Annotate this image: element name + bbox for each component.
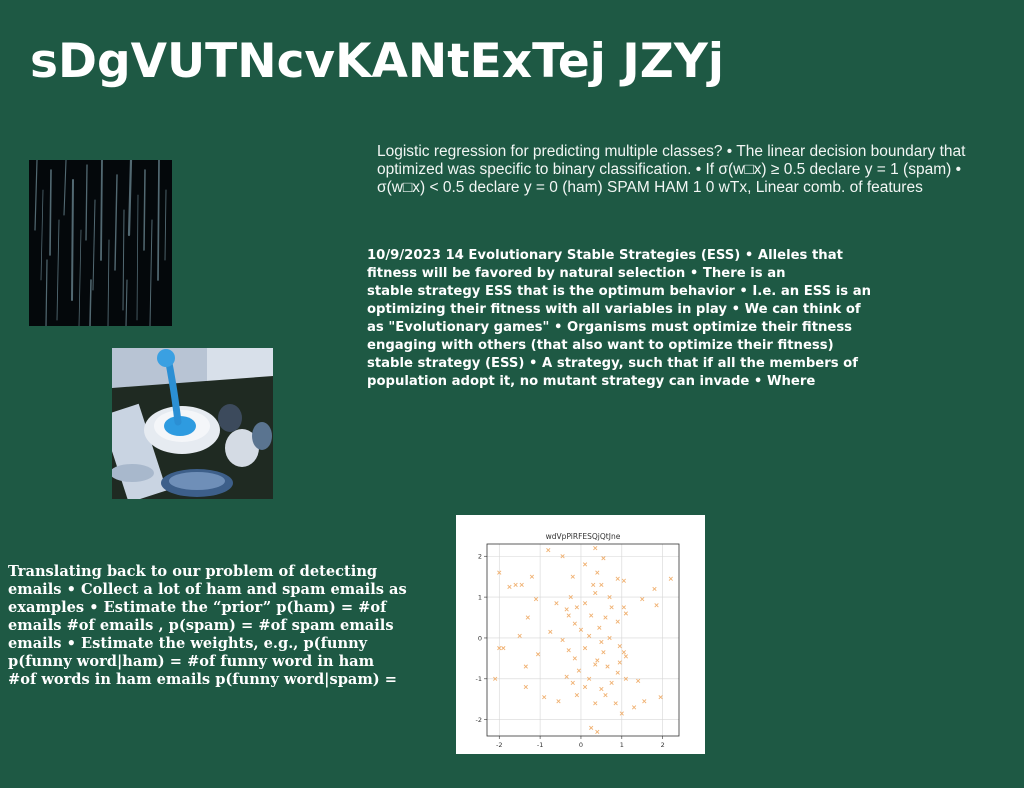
slide-title: sDgVUTNcvKANtExTej JZYj (30, 34, 724, 89)
y-tick-label: 1 (477, 593, 482, 602)
scatter-point (595, 571, 599, 575)
y-tick-label: 2 (477, 552, 482, 561)
ess-line: optimizing their fitness with all variables in play • We can think of (367, 302, 861, 317)
scatter-point (514, 583, 518, 587)
ess-line: stable strategy ESS that is the optimum behavior • I.e. an ESS is an (367, 284, 871, 299)
spam-detection-paragraph (8, 563, 448, 689)
scatter-point (526, 616, 530, 620)
ess-paragraph (367, 247, 927, 391)
y-tick-label: -2 (475, 715, 482, 724)
x-tick-label: 2 (660, 741, 665, 749)
scatter-point (561, 638, 565, 642)
scatter-point (589, 726, 593, 730)
scatter-chart-svg (456, 515, 705, 754)
scatter-point (546, 548, 550, 552)
scatter-point (565, 675, 569, 679)
scatter-point (583, 601, 587, 605)
plot-frame (487, 544, 679, 736)
rain-image (29, 160, 172, 326)
ess-line: stable strategy (ESS) • A strategy, such that if all the members of (367, 356, 858, 371)
scatter-point (636, 679, 640, 683)
scatter-point (518, 634, 522, 638)
scatter-point (604, 693, 608, 697)
logistic-regression-paragraph: Logistic regression for predicting multiple classes? • The linear decision boundary that optimized was specific to binary classification. • If σ(w□x) ≥ 0.5 declare y = 1 (spam) • σ(w□x) < 0.5 declare y = 0 (ham) SPAM HAM 1 0 wTx, Linear comb. of features (377, 143, 966, 196)
scatter-point (571, 681, 575, 685)
x-tick-label: 1 (619, 741, 624, 749)
spam-line: p(funny word|ham) = #of funny word in ham (8, 653, 375, 670)
scatter-point (600, 640, 604, 644)
scatter-point (624, 612, 628, 616)
scatter-point (593, 702, 597, 706)
tableware-graphic (112, 348, 273, 499)
scatter-point (600, 687, 604, 691)
scatter-point (534, 597, 538, 601)
scatter-point (549, 630, 553, 634)
scatter-point (593, 546, 597, 550)
scatter-point (614, 702, 618, 706)
scatter-point (520, 583, 524, 587)
scatter-point (602, 556, 606, 560)
x-tick-label: -2 (496, 741, 503, 749)
scatter-point (571, 575, 575, 579)
scatter-point (624, 655, 628, 659)
scatter-point (583, 563, 587, 567)
scatter-point (610, 606, 614, 610)
scatter-point (583, 685, 587, 689)
ess-line: 10/9/2023 14 Evolutionary Stable Strategies (ESS) • Alleles that (367, 248, 843, 263)
scatter-point (567, 648, 571, 652)
scatter-point (616, 620, 620, 624)
y-tick-label: 0 (477, 634, 482, 643)
scatter-point (659, 695, 663, 699)
scatter-point (616, 577, 620, 581)
scatter-point (618, 644, 622, 648)
scatter-point (557, 699, 561, 703)
spam-line: #of words in ham emails p(funny word|spam) = (8, 671, 398, 688)
spam-line: Translating back to our problem of detecting (8, 563, 378, 580)
ess-line: as "Evolutionary games" • Organisms must optimize their fitness (367, 320, 853, 335)
scatter-point (524, 685, 528, 689)
x-tick-label: -1 (536, 741, 544, 749)
scatter-point (591, 583, 595, 587)
spam-line: emails • Estimate the weights, e.g., p(funny (8, 635, 368, 652)
rain-streaks-graphic (29, 160, 172, 326)
scatter-point (575, 693, 579, 697)
scatter-point (616, 671, 620, 675)
scatter-point (606, 665, 610, 669)
ess-line: fitness will be favored by natural selection • There is an (367, 266, 786, 281)
spam-line: examples • Estimate the “prior” p(ham) = #of (8, 599, 387, 616)
scatter-point (508, 585, 512, 589)
scatter-point (622, 579, 626, 583)
ess-line: population adopt it, no mutant strategy can invade • Where (367, 374, 816, 389)
scatter-point (600, 583, 604, 587)
spam-line: emails #of emails , p(spam) = #of spam emails (8, 617, 394, 634)
scatter-point (589, 614, 593, 618)
scatter-point (577, 669, 581, 673)
scatter-point (595, 659, 599, 663)
scatter-point (642, 699, 646, 703)
scatter-point (640, 597, 644, 601)
scatter-point (575, 606, 579, 610)
scatter-point (502, 646, 506, 650)
scatter-point (622, 650, 626, 654)
scatter-point (602, 650, 606, 654)
scatter-point (598, 626, 602, 630)
scatter-point (587, 634, 591, 638)
chart-title: wdVpPiRFESQjQtJne (545, 532, 621, 541)
scatter-point (655, 603, 659, 607)
scatter-point (536, 652, 540, 656)
scatter-point (542, 695, 546, 699)
scatter-point (632, 706, 636, 710)
scatter-point (618, 661, 622, 665)
scatter-point (567, 614, 571, 618)
food-image (112, 348, 273, 499)
scatter-point (593, 591, 597, 595)
scatter-point (565, 608, 569, 612)
y-tick-label: -1 (475, 675, 482, 684)
scatter-point (583, 646, 587, 650)
x-tick-label: 0 (578, 741, 584, 749)
scatter-point (573, 657, 577, 661)
scatter-point (530, 575, 534, 579)
scatter-point (593, 663, 597, 667)
scatter-point (653, 587, 657, 591)
scatter-point (604, 616, 608, 620)
scatter-chart (456, 515, 705, 754)
scatter-point (610, 681, 614, 685)
scatter-point (524, 665, 528, 669)
scatter-point (573, 622, 577, 626)
ess-line: engaging with others (that also want to optimize their fitness) (367, 338, 834, 353)
scatter-point (622, 606, 626, 610)
scatter-point (669, 577, 673, 581)
spam-line: emails • Collect a lot of ham and spam emails as (8, 581, 407, 598)
scatter-point (555, 601, 559, 605)
scatter-point (595, 730, 599, 734)
